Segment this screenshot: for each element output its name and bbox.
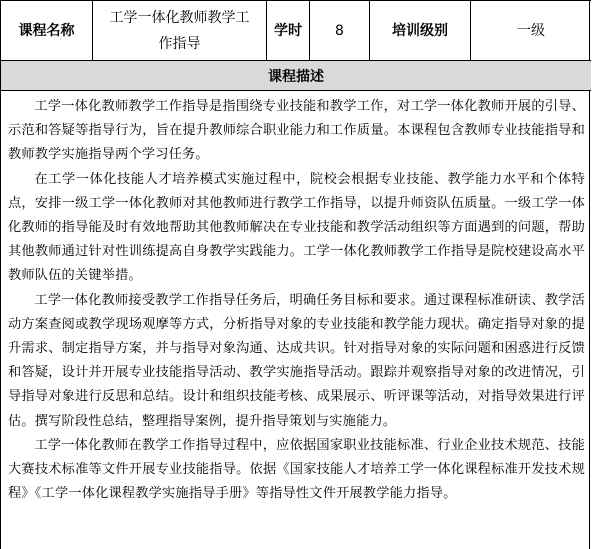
course-header-row (1, 0, 591, 61)
level-label: 培训级别 (370, 1, 471, 61)
level-value: 一级 (517, 23, 545, 39)
description-paragraph: 工学一体化教师在教学工作指导过程中，应依据国家职业技能标准、行业企业技术规范、技能大赛技术标准等文件开展专业技能指导。依据《国家技能人才培养工学一体化课程标准开发技术规程》《工学一体化课程教学实施指导手册》等指导性文件开展教学能力指导。 (8, 437, 585, 502)
description-title: 课程描述 (1, 61, 591, 91)
hours-value: 8 (310, 1, 370, 61)
course-name-label: 课程名称 (1, 1, 93, 61)
hours-label: 学时 (267, 1, 310, 61)
description-paragraph: 工学一体化教师接受教学工作指导任务后，明确任务目标和要求。通过课程标准研读、教学活动方案查阅或教学现场观摩等方式，分析指导对象的专业技能和教学能力现状。确定指导对象的提升需求、制定指导方案，并与指导对象沟通、达成共识。针对指导对象的实际问题和困惑进行反馈和答疑，设计并开展专业技能指导活动、教学实施指导活动。跟踪并观察指导对象的改进情况，引导指导对象进行反思和总结。设计和组织技能考核、成果展示、听评课等活动，对指导效果进行评估。撰写阶段性总结，整理指导案例，提升指导策划与实施能力。 (8, 292, 585, 429)
description-body (1, 91, 591, 549)
course-name-value: 工学一体化教师教学工作指导 (93, 1, 267, 61)
description-paragraph: 工学一体化教师教学工作指导是指围绕专业技能和教学工作，对工学一体化教师开展的引导、示范和答疑等指导行为，旨在提升教师综合职业能力和工作质量。本课程包含教师专业技能指导和教师教学实施指导两个学习任务。 (8, 99, 585, 163)
description-paragraph: 在工学一体化技能人才培养模式实施过程中，院校会根据专业技能、教学能力水平和个体特点，安排一级工学一体化教师对其他教师进行教学工作指导，以提升师资队伍质量。一级工学一体化教师的指导能及时有效地帮助其他教师解决在专业技能和教学活动组织等方面遇到的问题，帮助其他教师通过针对性训练提高自身教学实践能力。工学一体化教师教学工作指导是院校建设高水平教师队伍的关键举措。 (8, 171, 585, 284)
